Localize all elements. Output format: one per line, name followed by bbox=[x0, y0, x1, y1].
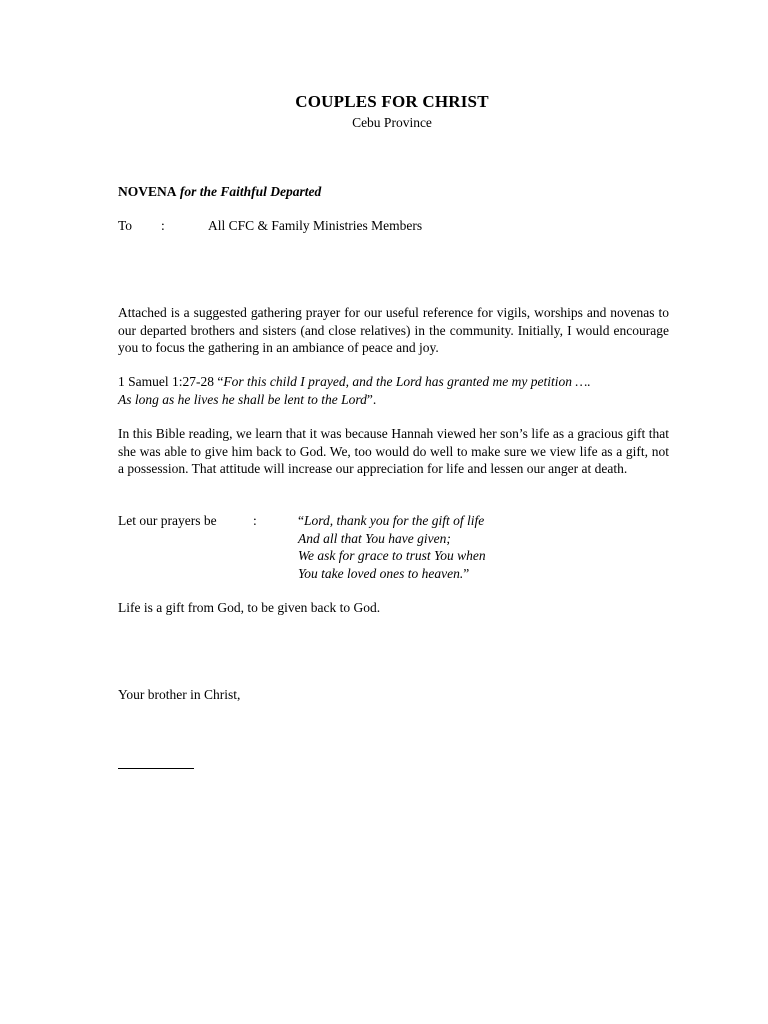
recipient-colon: : bbox=[161, 218, 165, 233]
recipient-value: All CFC & Family Ministries Members bbox=[208, 218, 423, 233]
prayer-line-1-text: Lord, thank you for the gift of life bbox=[304, 513, 485, 528]
intro-paragraph: Attached is a suggested gathering prayer for our useful reference for vigils, worships and novenas to our departed brothers and sisters (and close relatives) in the community. Initially, I would encourage you to focus the gathering in an ambiance of peace and joy. bbox=[118, 305, 669, 355]
prayer-close-quote: ” bbox=[463, 565, 470, 581]
verse-end: ”. bbox=[366, 391, 377, 407]
novena-heading bbox=[118, 183, 321, 201]
prayer-block bbox=[118, 512, 678, 584]
prayer-text bbox=[298, 512, 486, 582]
verse-quote-line1: For this child I prayed, and the Lord has granted me my petition …. bbox=[223, 374, 591, 389]
signature-line bbox=[118, 768, 194, 769]
novena-heading-bold: NOVENA bbox=[118, 184, 177, 199]
prayer-line-1 bbox=[298, 512, 486, 530]
prayer-line-3: We ask for grace to trust You when bbox=[298, 548, 486, 563]
verse-reference: 1 Samuel 1:27-28 “ bbox=[118, 374, 224, 389]
verse-paragraph bbox=[118, 373, 669, 408]
prayer-line-4 bbox=[298, 565, 486, 583]
prayer-label: Let our prayers be bbox=[118, 513, 217, 528]
prayer-line-4-text: You take loved ones to heaven. bbox=[298, 565, 464, 581]
reflection-paragraph: In this Bible reading, we learn that it was because Hannah viewed her son’s life as a gracious gift that she was able to give him back to God. We, too would do well to make sure we view life as a gift, not a possession. That attitude will increase our appreciation for life and lessen our anger at death. bbox=[118, 426, 669, 476]
prayer-colon: : bbox=[253, 513, 257, 528]
recipient-label: To bbox=[118, 218, 133, 233]
verse-quote-line2: As long as he lives he shall be lent to the Lord bbox=[118, 391, 367, 407]
page-title: COUPLES FOR CHRIST bbox=[295, 92, 489, 111]
closing-statement: Life is a gift from God, to be given back to God. bbox=[118, 600, 381, 615]
novena-heading-italic: for the Faithful Departed bbox=[179, 184, 322, 199]
page-subtitle: Cebu Province bbox=[352, 115, 432, 130]
prayer-open-quote: “ bbox=[298, 513, 304, 528]
prayer-line-2: And all that You have given; bbox=[298, 530, 451, 546]
signoff: Your brother in Christ, bbox=[118, 687, 241, 702]
